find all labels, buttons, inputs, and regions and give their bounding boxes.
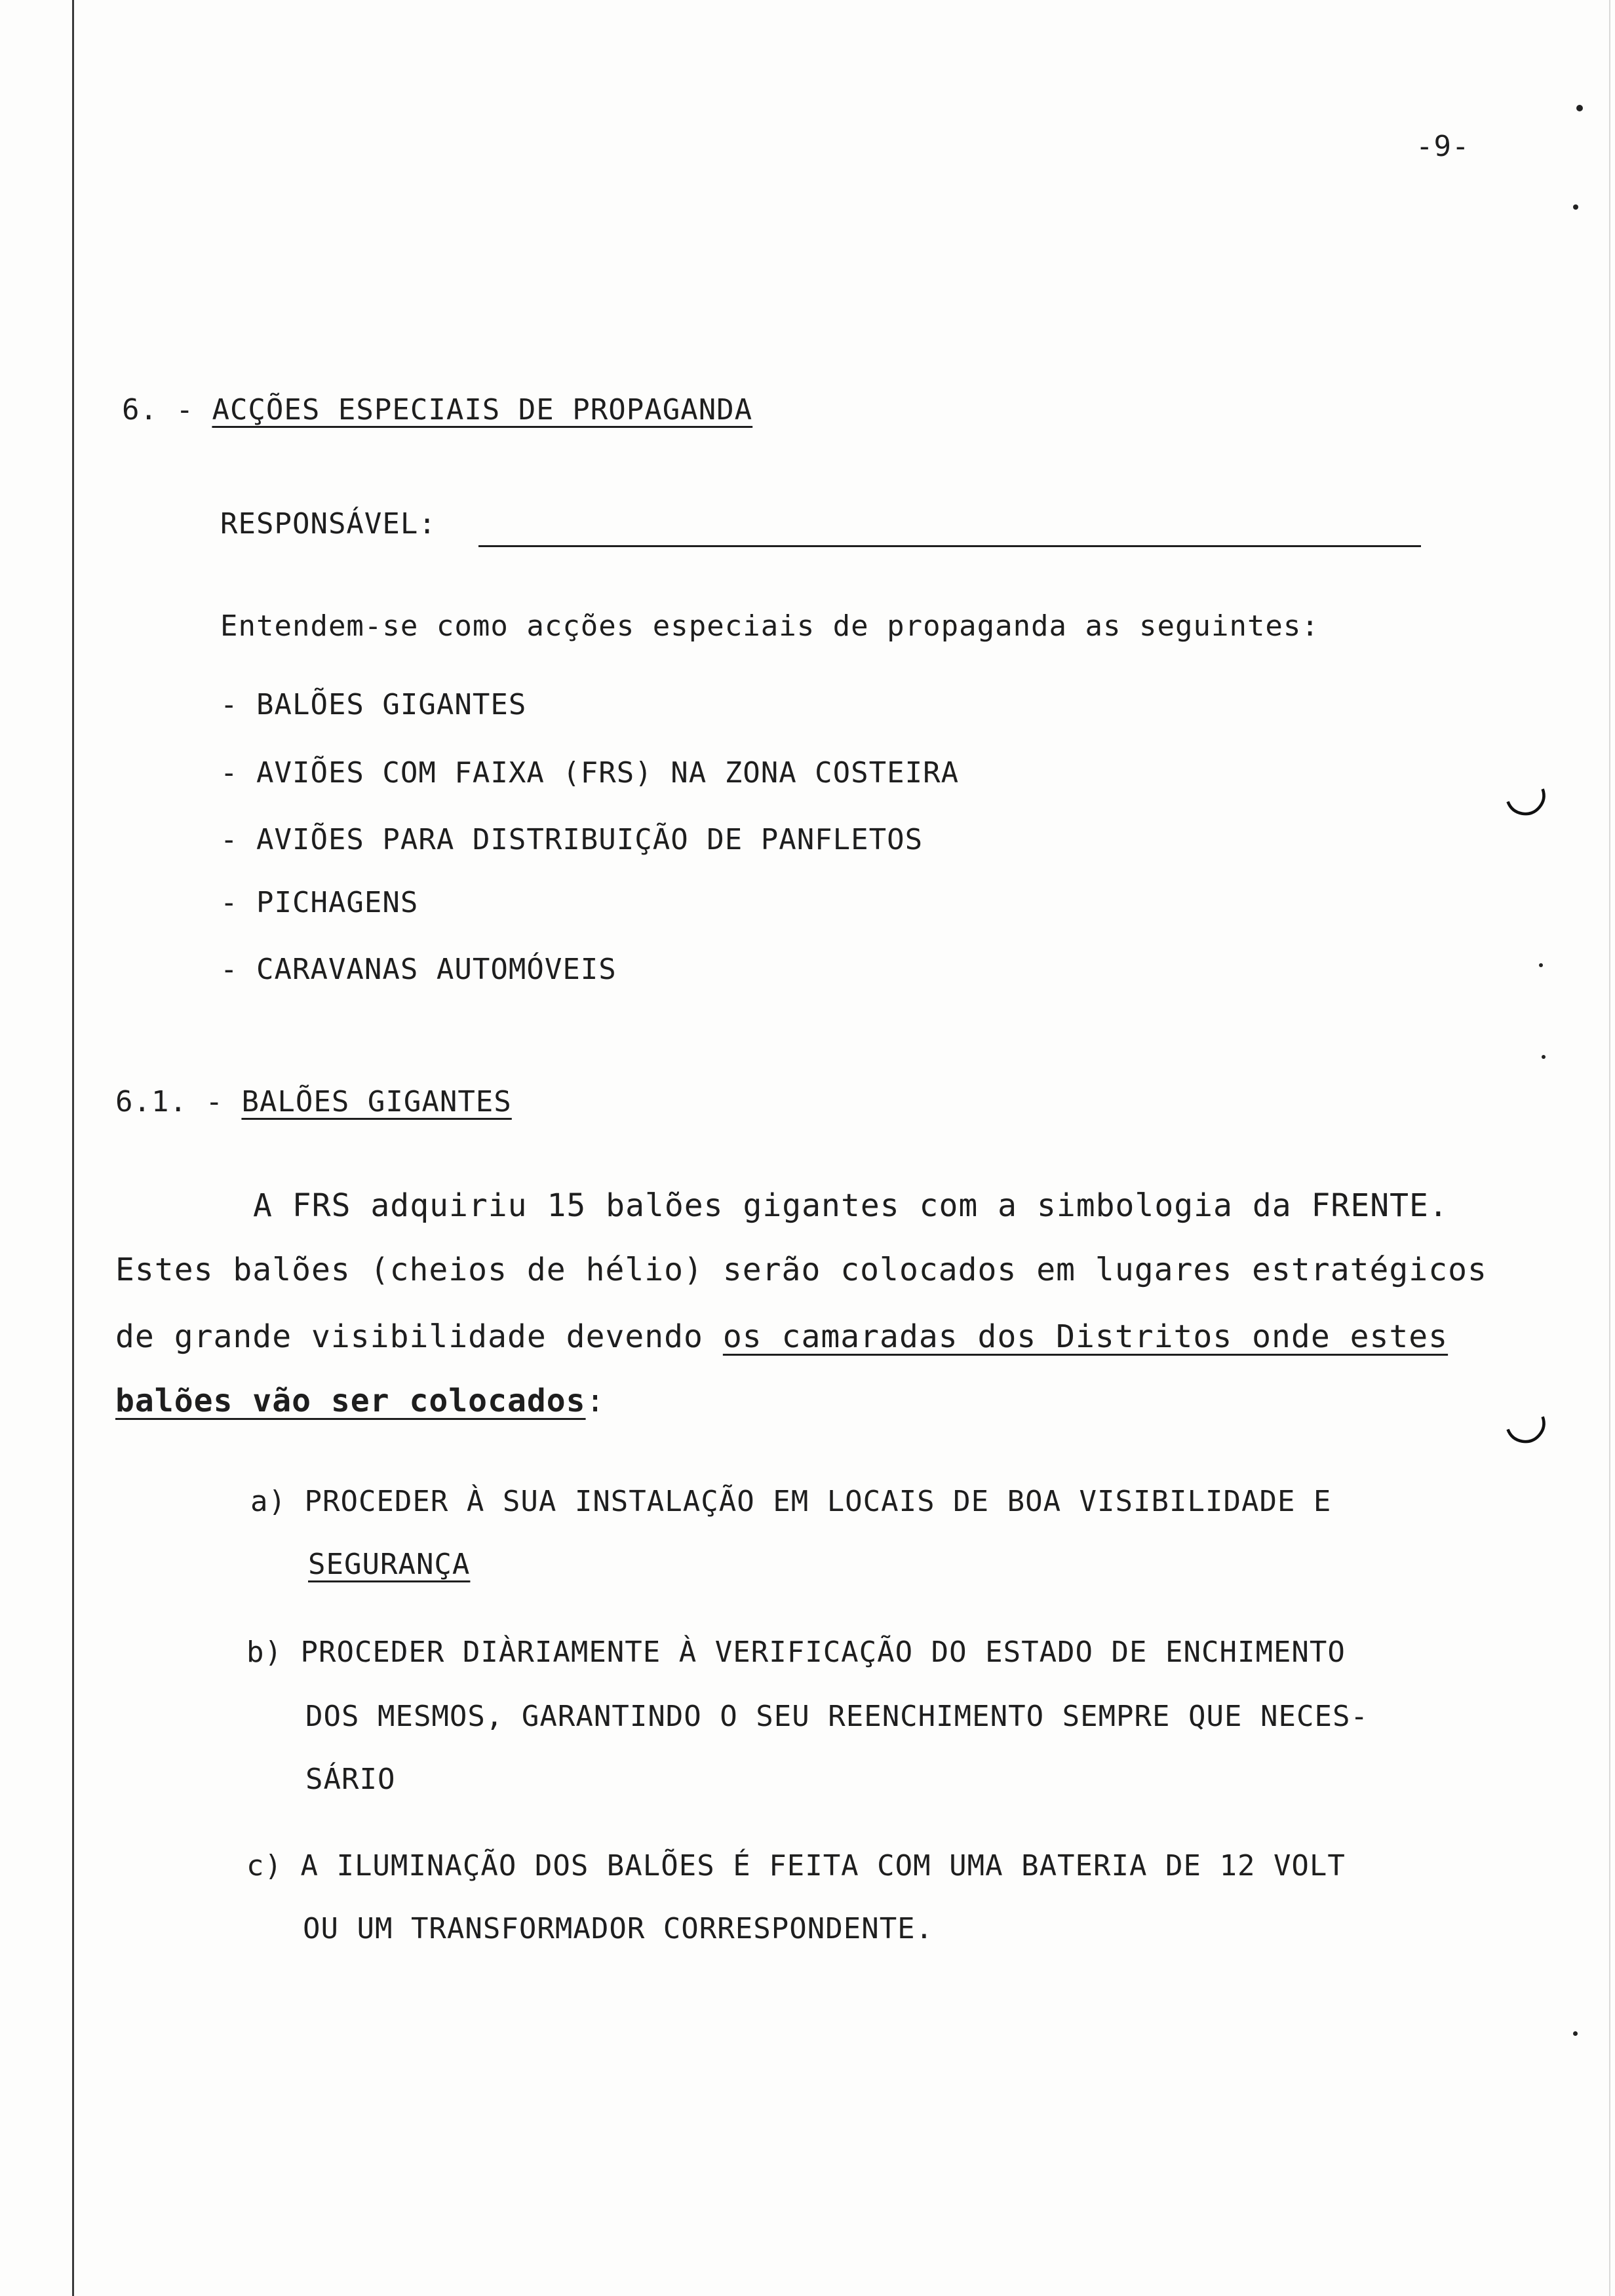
paragraph-line: Estes balões (cheios de hélio) serão colocados em lugares estratégicos	[115, 1252, 1487, 1288]
paragraph-line	[115, 1383, 605, 1419]
scan-dot	[1576, 105, 1583, 111]
section-6-heading	[122, 392, 752, 429]
scan-dot	[1539, 963, 1543, 967]
responsavel-signature-line	[478, 545, 1421, 547]
section-6-1-title: BALÕES GIGANTES	[241, 1085, 512, 1119]
list-item-a-continuation: SEGURANÇA	[308, 1548, 471, 1581]
section-6-title: ACÇÕES ESPECIAIS DE PROPAGANDA	[212, 393, 753, 427]
right-margin-line	[1609, 0, 1610, 2296]
scan-dot	[1542, 1055, 1546, 1059]
page-number: -9-	[1416, 130, 1470, 163]
list-item: - CARAVANAS AUTOMÓVEIS	[220, 953, 617, 986]
list-item: - AVIÕES PARA DISTRIBUIÇÃO DE PANFLETOS	[220, 823, 924, 856]
paragraph-underlined-text: os camaradas dos Distritos onde estes	[722, 1318, 1449, 1355]
responsavel-label: RESPONSÁVEL:	[220, 507, 437, 541]
paragraph-line: A FRS adquiriu 15 balões gigantes com a simbologia da FRENTE.	[253, 1187, 1449, 1224]
list-item-b: b) PROCEDER DIÀRIAMENTE À VERIFICAÇÃO DO ESTADO DE ENCHIMENTO	[246, 1636, 1346, 1669]
list-item-b-continuation: DOS MESMOS, GARANTINDO O SEU REENCHIMENTO SEMPRE QUE NECES-	[305, 1700, 1369, 1733]
list-item: - BALÕES GIGANTES	[220, 688, 527, 721]
section-6-intro: Entendem-se como acções especiais de propaganda as seguintes:	[220, 609, 1319, 643]
list-item-c: c) A ILUMINAÇÃO DOS BALÕES É FEITA COM UMA BATERIA DE 12 VOLT	[246, 1849, 1346, 1883]
paragraph-underlined-text: balões vão ser colocados	[115, 1383, 586, 1419]
section-6-number: 6. -	[122, 393, 212, 427]
scan-mark-icon: ◡	[1492, 1382, 1556, 1456]
list-item: - AVIÕES COM FAIXA (FRS) NA ZONA COSTEIRA	[220, 756, 960, 790]
list-item-b-continuation: SÁRIO	[305, 1763, 396, 1796]
scan-mark-icon: ◡	[1492, 754, 1556, 828]
section-6-1-heading	[115, 1084, 512, 1120]
list-item: - PICHAGENS	[220, 886, 419, 919]
paragraph-text: :	[585, 1383, 606, 1419]
list-item-a: a) PROCEDER À SUA INSTALAÇÃO EM LOCAIS DE BOA VISIBILIDADE E	[250, 1485, 1332, 1518]
paragraph-line	[115, 1318, 1448, 1355]
paragraph-text: de grande visibilidade devendo	[115, 1318, 723, 1355]
scan-dot	[1573, 2031, 1578, 2036]
scan-dot	[1573, 204, 1578, 210]
list-item-c-continuation: OU UM TRANSFORMADOR CORRESPONDENTE.	[303, 1912, 934, 1945]
left-margin-line	[72, 0, 74, 2296]
section-6-1-number: 6.1. -	[115, 1085, 242, 1119]
